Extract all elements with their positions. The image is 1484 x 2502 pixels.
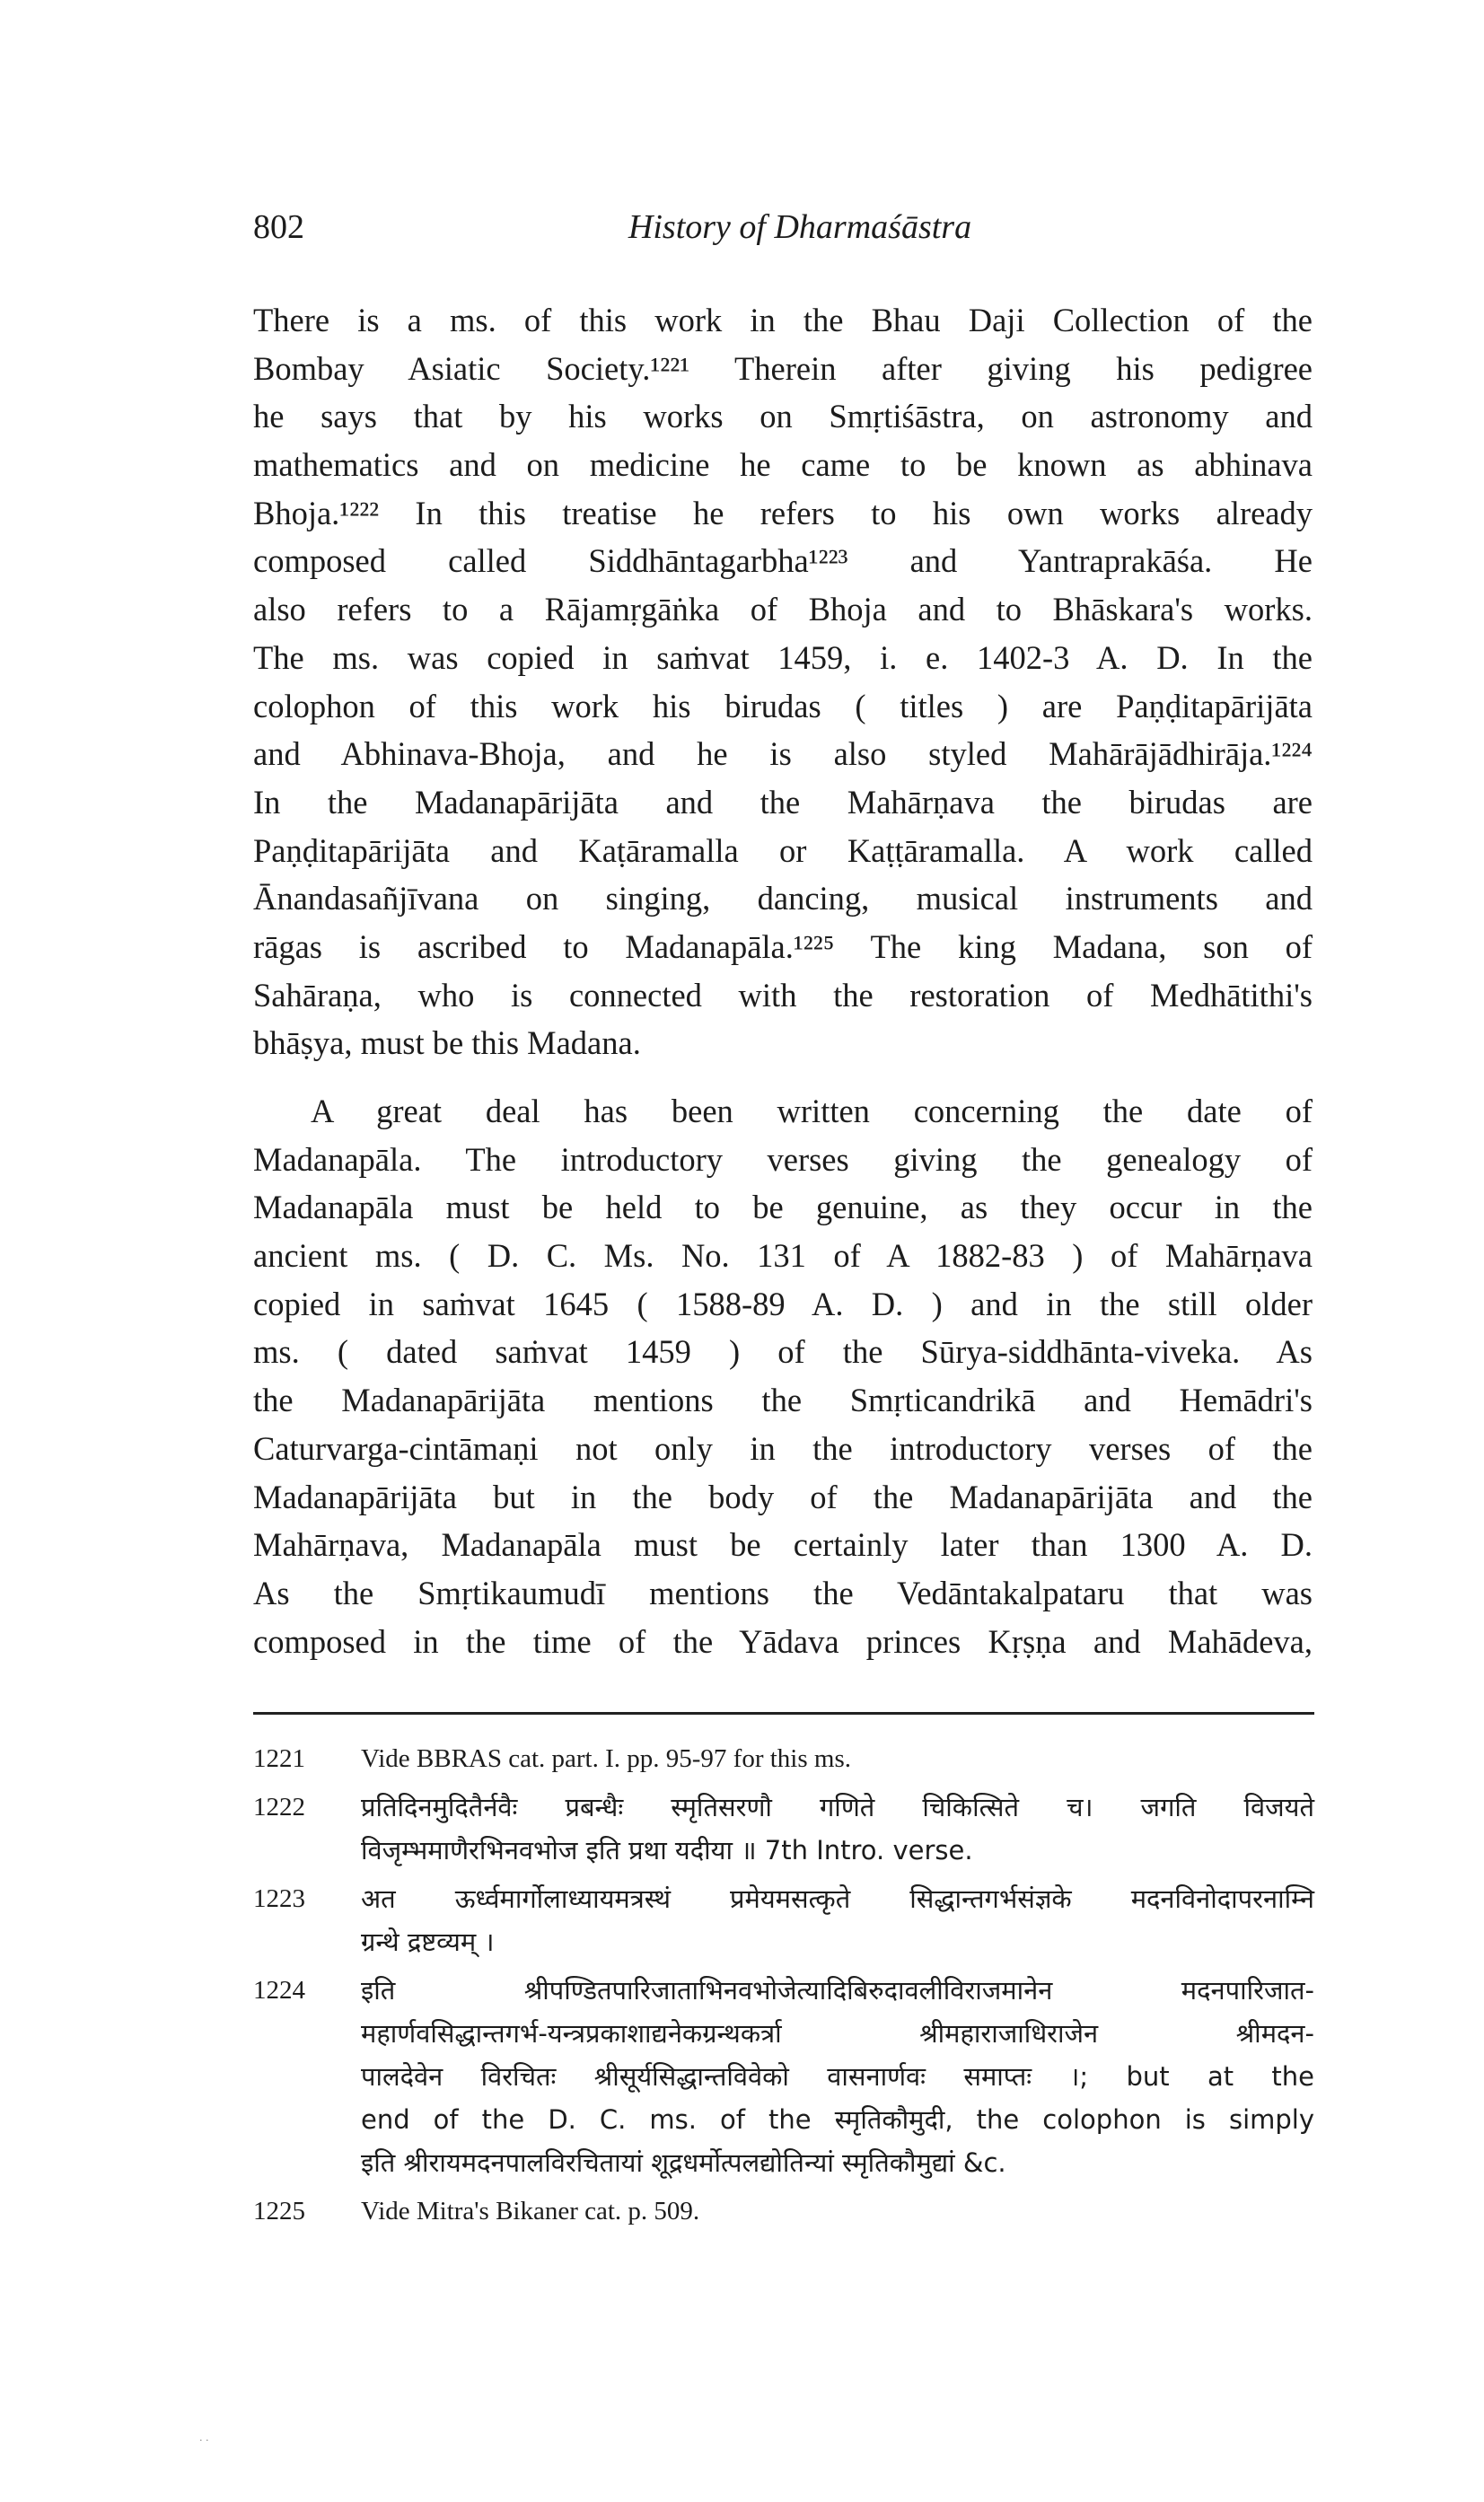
text-line: ancient ms. ( D. C. Ms. No. 131 of A 1882-83 ) of Mahārṇava	[253, 1237, 1313, 1275]
text-line: Ānandasañjīvana on singing, dancing, musical instruments and	[253, 880, 1313, 917]
footnote-number: 1225	[253, 2197, 305, 2225]
footnote-body	[361, 1877, 1314, 1963]
footnote-line: इति श्रीपण्डितपारिजाताभिनवभोजेत्यादिबिरुदावलीविराजमानेन मदनपारिजात-	[361, 1975, 1314, 2006]
footnote-line: अत ऊर्ध्वमार्गोलाध्यायमत्रस्थं प्रमेयमसत्कृते सिद्धान्तगर्भसंज्ञके मदनविनोदापरनाम्नि	[361, 1883, 1314, 1914]
footnote-number: 1222	[253, 1793, 305, 1822]
text-line: Bombay Asiatic Society.¹²²¹ Therein after giving his pedigree	[253, 349, 1313, 387]
footnote-line: प्रतिदिनमुदितैर्नवैः प्रबन्धैः स्मृतिसरणौ गणिते चिकित्सिते च। जगति विजयते	[361, 1792, 1314, 1822]
text-line: he says that by his works on Smṛtiśāstra, on astronomy and	[253, 398, 1313, 435]
footnote-1223	[253, 1877, 1314, 1963]
paragraph-1	[253, 296, 1313, 1067]
text-line: the Madanapārijāta mentions the Smṛticandrikā and Hemādri's	[253, 1382, 1313, 1419]
running-head	[253, 205, 1311, 259]
text-line: Bhoja.¹²²² In this treatise he refers to his own works already	[253, 494, 1313, 531]
page-number: 802	[253, 208, 304, 246]
text-line: A great deal has been written concerning the date of	[311, 1093, 1313, 1129]
footnote-number: 1221	[253, 1744, 305, 1773]
footnote-line: Vide Mitra's Bikaner cat. p. 509.	[361, 2197, 700, 2225]
footnote-1222	[253, 1786, 1314, 1872]
text-line: copied in saṁvat 1645 ( 1588-89 A. D. ) and in the still older	[253, 1285, 1313, 1322]
text-line: As the Smṛtikaumudī mentions the Vedāntakalpataru that was	[253, 1574, 1313, 1611]
footnote-line: पालदेवेन विरचितः श्रीसूर्यसिद्धान्तविवेको वासनार्णवः समाप्तः ।; but at the	[361, 2061, 1314, 2092]
text-line: Paṇḍitapārijāta and Kaṭāramalla or Kaṭṭāramalla. A work called	[253, 831, 1313, 869]
footnote-rule	[253, 1712, 1314, 1715]
paragraph-gap	[253, 1067, 1313, 1087]
footnote-body	[361, 1786, 1314, 1872]
footnote-1224	[253, 1969, 1314, 2184]
footnote-1225	[253, 2190, 1314, 2233]
text-line: composed in the time of the Yādava princes Kṛṣṇa and Mahādeva,	[253, 1622, 1313, 1660]
footnote-line: ग्रन्थे द्रष्टव्यम् ।	[361, 1927, 495, 1957]
text-line: composed called Siddhāntagarbha¹²²³ and Yantraprakāśa. He	[253, 542, 1313, 580]
text-line: Caturvarga-cintāmaṇi not only in the introductory verses of the	[253, 1429, 1313, 1467]
text-line: Madanapāla must be held to be genuine, as they occur in the	[253, 1189, 1313, 1226]
text-line: ms. ( dated saṁvat 1459 ) of the Sūrya-siddhānta-viveka. As	[253, 1333, 1313, 1371]
paragraph-2	[253, 1087, 1313, 1665]
footnotes	[253, 1737, 1314, 2233]
footnote-line: Vide BBRAS cat. part. I. pp. 95-97 for this ms.	[361, 1744, 851, 1773]
text-line: Mahārṇava, Madanapāla must be certainly later than 1300 A. D.	[253, 1526, 1313, 1564]
text-line: bhāṣya, must be this Madana.	[253, 1024, 641, 1062]
footnote-line: end of the D. C. ms. of the स्मृतिकौमुदी, the colophon is simply	[361, 2104, 1314, 2135]
text-line: Sahāraṇa, who is connected with the restoration of Medhātithi's	[253, 976, 1313, 1014]
footnote-number: 1224	[253, 1976, 305, 2005]
text-line: In the Madanapārijāta and the Mahārṇava the birudas are	[253, 783, 1313, 821]
footnote-body	[361, 1969, 1314, 2184]
main-text	[253, 296, 1313, 1665]
text-line: There is a ms. of this work in the Bhau Daji Collection of the	[253, 302, 1313, 338]
text-line: colophon of this work his birudas ( titles ) are Paṇḍitapārijāta	[253, 687, 1313, 724]
text-line: Madanapāla. The introductory verses giving the genealogy of	[253, 1140, 1313, 1178]
text-line: also refers to a Rājamṛgāṅka of Bhoja and to Bhāskara's works.	[253, 591, 1313, 628]
text-line: and Abhinava-Bhoja, and he is also styled Mahārājādhirāja.¹²²⁴	[253, 735, 1313, 773]
footnote-1221	[253, 1737, 1314, 1780]
running-title: History of Dharmaśāstra	[628, 208, 972, 246]
text-line: rāgas is ascribed to Madanapāla.¹²²⁵ The king Madana, son of	[253, 927, 1313, 965]
footnote-line: महार्णवसिद्धान्तगर्भ-यन्त्रप्रकाशाद्यनेकग्रन्थकर्त्रा श्रीमहाराजाधिराजेन श्रीमदन-	[361, 2018, 1314, 2049]
margin-mark: . .	[199, 2431, 209, 2445]
text-line: Madanapārijāta but in the body of the Madanapārijāta and the	[253, 1478, 1313, 1515]
footnote-line: इति श्रीरायमदनपालविरचितायां शूद्रधर्मोत्पलद्योतिन्यां स्मृतिकौमुद्यां &c.	[361, 2147, 1006, 2178]
footnote-line: विजृम्भमाणैरभिनवभोज इति प्रथा यदीया ॥ 7th Intro. verse.	[361, 1835, 973, 1866]
footnote-body	[361, 2190, 1314, 2233]
text-line: The ms. was copied in saṁvat 1459, i. e. 1402-3 A. D. In the	[253, 638, 1313, 676]
text-line: mathematics and on medicine he came to be known as abhinava	[253, 446, 1313, 484]
footnote-body	[361, 1737, 1314, 1780]
footnote-number: 1223	[253, 1884, 305, 1913]
